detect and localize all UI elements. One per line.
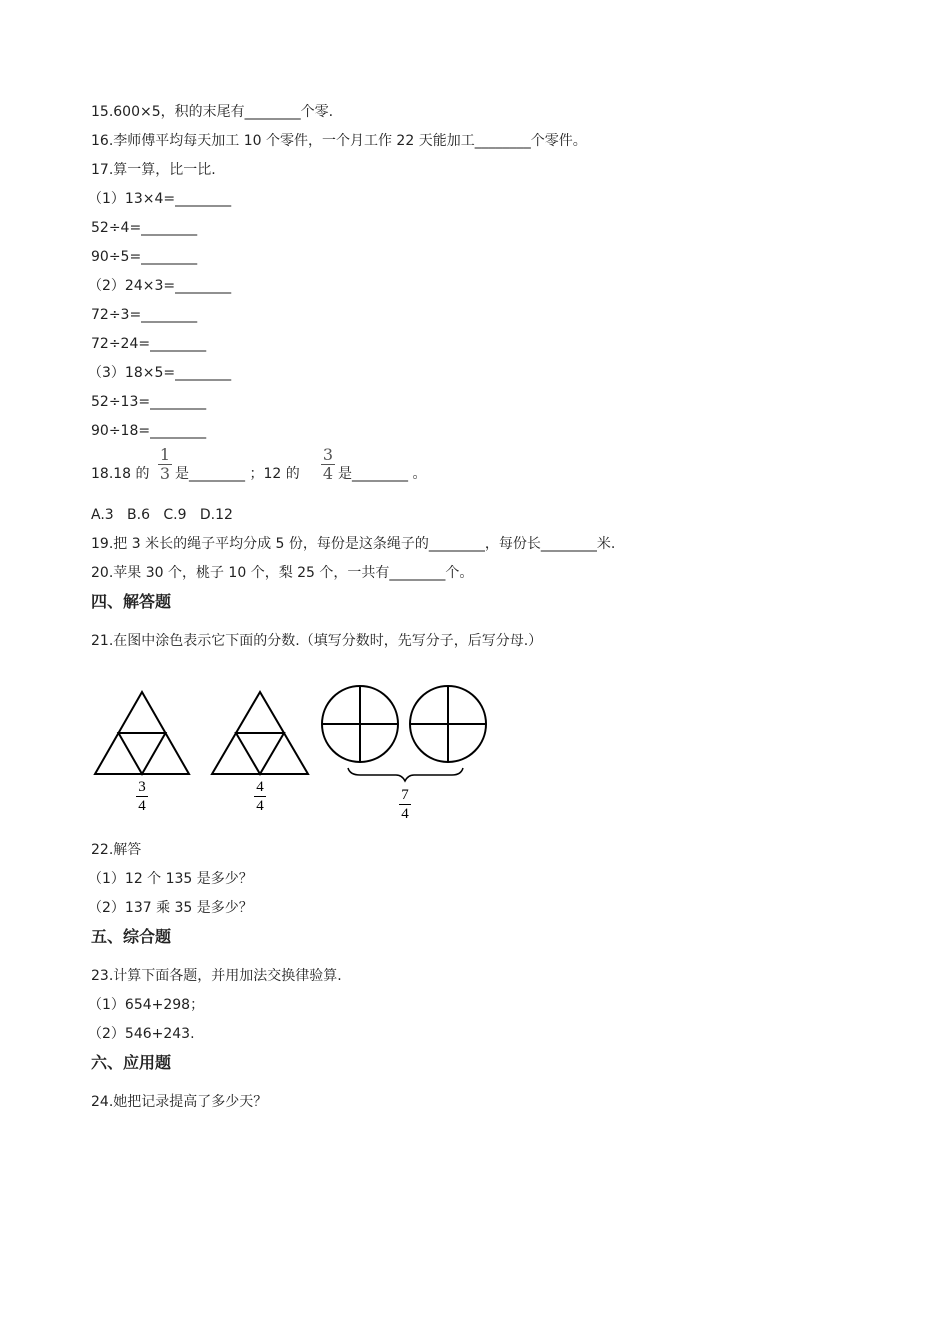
q17-line: 72÷24=________ [91, 336, 207, 352]
question-22-title: 22.解答 [91, 842, 142, 858]
figure-fraction-7-4 [397, 787, 413, 822]
fraction-numerator: 3 [322, 445, 334, 464]
fraction-numerator: 7 [401, 787, 409, 803]
q17-line: 90÷5=________ [91, 249, 198, 265]
fraction-denominator: 4 [401, 806, 409, 822]
q23-line: （2）546+243. [88, 1026, 195, 1042]
question-18-part3: 是________ 。 [338, 466, 427, 482]
triangle-figure-1 [95, 692, 189, 774]
q17-line: 52÷4=________ [91, 220, 198, 236]
q17-line: （1）13×4=________ [88, 191, 232, 207]
question-18-options: A.3 B.6 C.9 D.12 [91, 507, 233, 523]
fraction-numerator: 1 [159, 445, 171, 464]
figure-fraction-4-4 [252, 779, 268, 814]
q22-line: （1）12 个 135 是多少？ [88, 871, 253, 887]
question-21: 21.在图中涂色表示它下面的分数.（填写分数时，先写分子，后写分母.） [91, 633, 543, 649]
fraction-numerator: 3 [138, 779, 146, 795]
q17-line: 52÷13=________ [91, 394, 207, 410]
triangle-figure-2 [212, 692, 308, 774]
q17-line: （2）24×3=________ [88, 278, 232, 294]
q17-line: 90÷18=________ [91, 423, 207, 439]
circle-figure-1 [322, 686, 398, 762]
section-heading-5: 五、综合题 [91, 927, 172, 946]
fraction-denominator: 4 [256, 798, 264, 814]
question-18-part2: 是________ ；12 的 [175, 466, 300, 482]
figure-fraction-3-4 [134, 779, 150, 814]
q17-line: 72÷3=________ [91, 307, 198, 323]
section-heading-4: 四、解答题 [91, 592, 172, 611]
question-24: 24.她把记录提高了多少天？ [91, 1094, 268, 1110]
circle-figure-2 [410, 686, 486, 762]
question-16: 16.李师傅平均每天加工 10 个零件，一个月工作 22 天能加工________个零件。 [91, 133, 587, 149]
question-19: 19.把 3 米长的绳子平均分成 5 份，每份是这条绳子的________，每份长________米. [91, 536, 616, 552]
brace [348, 768, 463, 781]
q22-line: （2）137 乘 35 是多少？ [88, 900, 253, 916]
fraction-numerator: 4 [256, 779, 264, 795]
question-17-title: 17.算一算，比一比. [91, 162, 216, 178]
q23-line: （1）654+298； [88, 997, 205, 1013]
q17-line: （3）18×5=________ [88, 365, 232, 381]
fraction-denominator: 4 [322, 464, 334, 483]
question-15: 15.600×5，积的末尾有________个零. [91, 104, 334, 120]
section-heading-6: 六、应用题 [91, 1053, 172, 1072]
fraction-denominator: 4 [138, 798, 146, 814]
question-20: 20.苹果 30 个，桃子 10 个，梨 25 个，一共有________个。 [91, 565, 474, 581]
fraction-denominator: 3 [159, 464, 171, 483]
question-23-title: 23.计算下面各题，并用加法交换律验算. [91, 968, 342, 984]
question-18-part1: 18.18 的 [91, 466, 150, 482]
